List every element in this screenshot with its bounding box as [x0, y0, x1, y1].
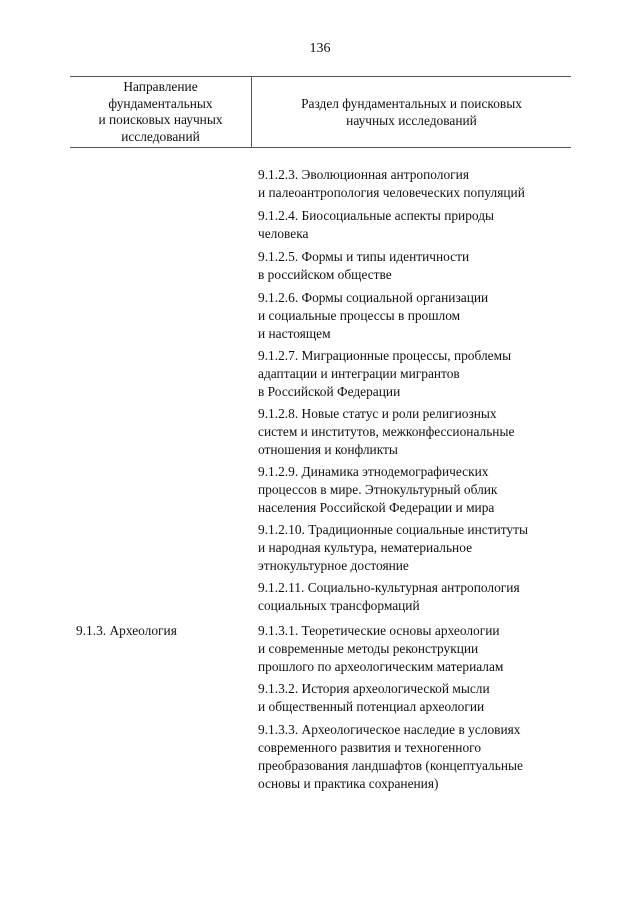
section-line: 9.1.2.7. Миграционные процессы, проблемы [258, 348, 512, 363]
section-line: в российском обществе [258, 267, 392, 282]
section-entry [258, 289, 570, 343]
section-line: и народная культура, нематериальное [258, 540, 473, 555]
section-line: 9.1.2.10. Традиционные социальные институты [258, 522, 528, 537]
section-entry [258, 248, 570, 284]
section-line: 9.1.2.5. Формы и типы идентичности [258, 249, 470, 264]
section-line: человека [258, 226, 309, 241]
section-entry [258, 405, 570, 459]
section-line: 9.1.2.9. Динамика этнодемографических [258, 464, 489, 479]
header-section-line: научных исследований [346, 112, 477, 128]
section-line: и социальные процессы в прошлом [258, 308, 461, 323]
section-line: 9.1.2.3. Эволюционная антропология [258, 167, 470, 182]
section-line: и общественный потенциал археологии [258, 699, 485, 714]
section-line: 9.1.2.8. Новые статус и роли религиозных [258, 406, 497, 421]
section-line: 9.1.3.3. Археологическое наследие в условиях [258, 722, 521, 737]
section-line: отношения и конфликты [258, 442, 398, 457]
table-top-rule [70, 76, 571, 77]
section-line: современного развития и техногенного [258, 740, 482, 755]
section-line: и палеоантропология человеческих популяций [258, 185, 525, 200]
section-line: 9.1.3.1. Теоретические основы археологии [258, 623, 500, 638]
header-direction-line: Направление [123, 79, 198, 94]
section-line: адаптации и интеграции мигрантов [258, 366, 460, 381]
section-line: и настоящем [258, 326, 331, 341]
section-line: систем и институтов, межконфессиональные [258, 424, 515, 439]
header-direction-line: исследований [121, 128, 200, 144]
header-direction [70, 79, 251, 145]
section-line: прошлого по археологическим материалам [258, 659, 504, 674]
section-line: социальных трансформаций [258, 598, 420, 613]
section-line: 9.1.2.4. Биосоциальные аспекты природы [258, 208, 495, 223]
section-entry [258, 622, 570, 676]
section-entry [258, 207, 570, 243]
section-entry [258, 463, 570, 517]
header-section-line: Раздел фундаментальных и поисковых [301, 96, 522, 111]
section-entry [258, 579, 570, 615]
header-direction-line: фундаментальных [108, 95, 213, 111]
section-line: процессов в мире. Этнокультурный облик [258, 482, 498, 497]
section-entry [258, 680, 570, 716]
table-header-rule [70, 147, 571, 148]
section-line: основы и практика сохранения) [258, 776, 439, 791]
section-line: в Российской Федерации [258, 384, 401, 399]
section-line: 9.1.2.11. Социально-культурная антропология [258, 580, 520, 595]
page-number: 136 [309, 41, 331, 56]
header-direction-line: и поисковых научных [98, 112, 223, 127]
section-line: и современные методы реконструкции [258, 641, 479, 656]
section-line: этнокультурное достояние [258, 558, 409, 573]
section-line: 9.1.3.2. История археологической мысли [258, 681, 490, 696]
section-line: населения Российской Федерации и мира [258, 500, 495, 515]
section-line: преобразования ландшафтов (концептуальные [258, 758, 523, 773]
section-entry [258, 721, 570, 793]
section-entry [258, 521, 570, 575]
section-entry [258, 166, 570, 202]
section-entry [258, 347, 570, 401]
section-line: 9.1.2.6. Формы социальной организации [258, 290, 489, 305]
header-section [252, 96, 571, 129]
direction-archaeology: 9.1.3. Археология [76, 623, 177, 638]
